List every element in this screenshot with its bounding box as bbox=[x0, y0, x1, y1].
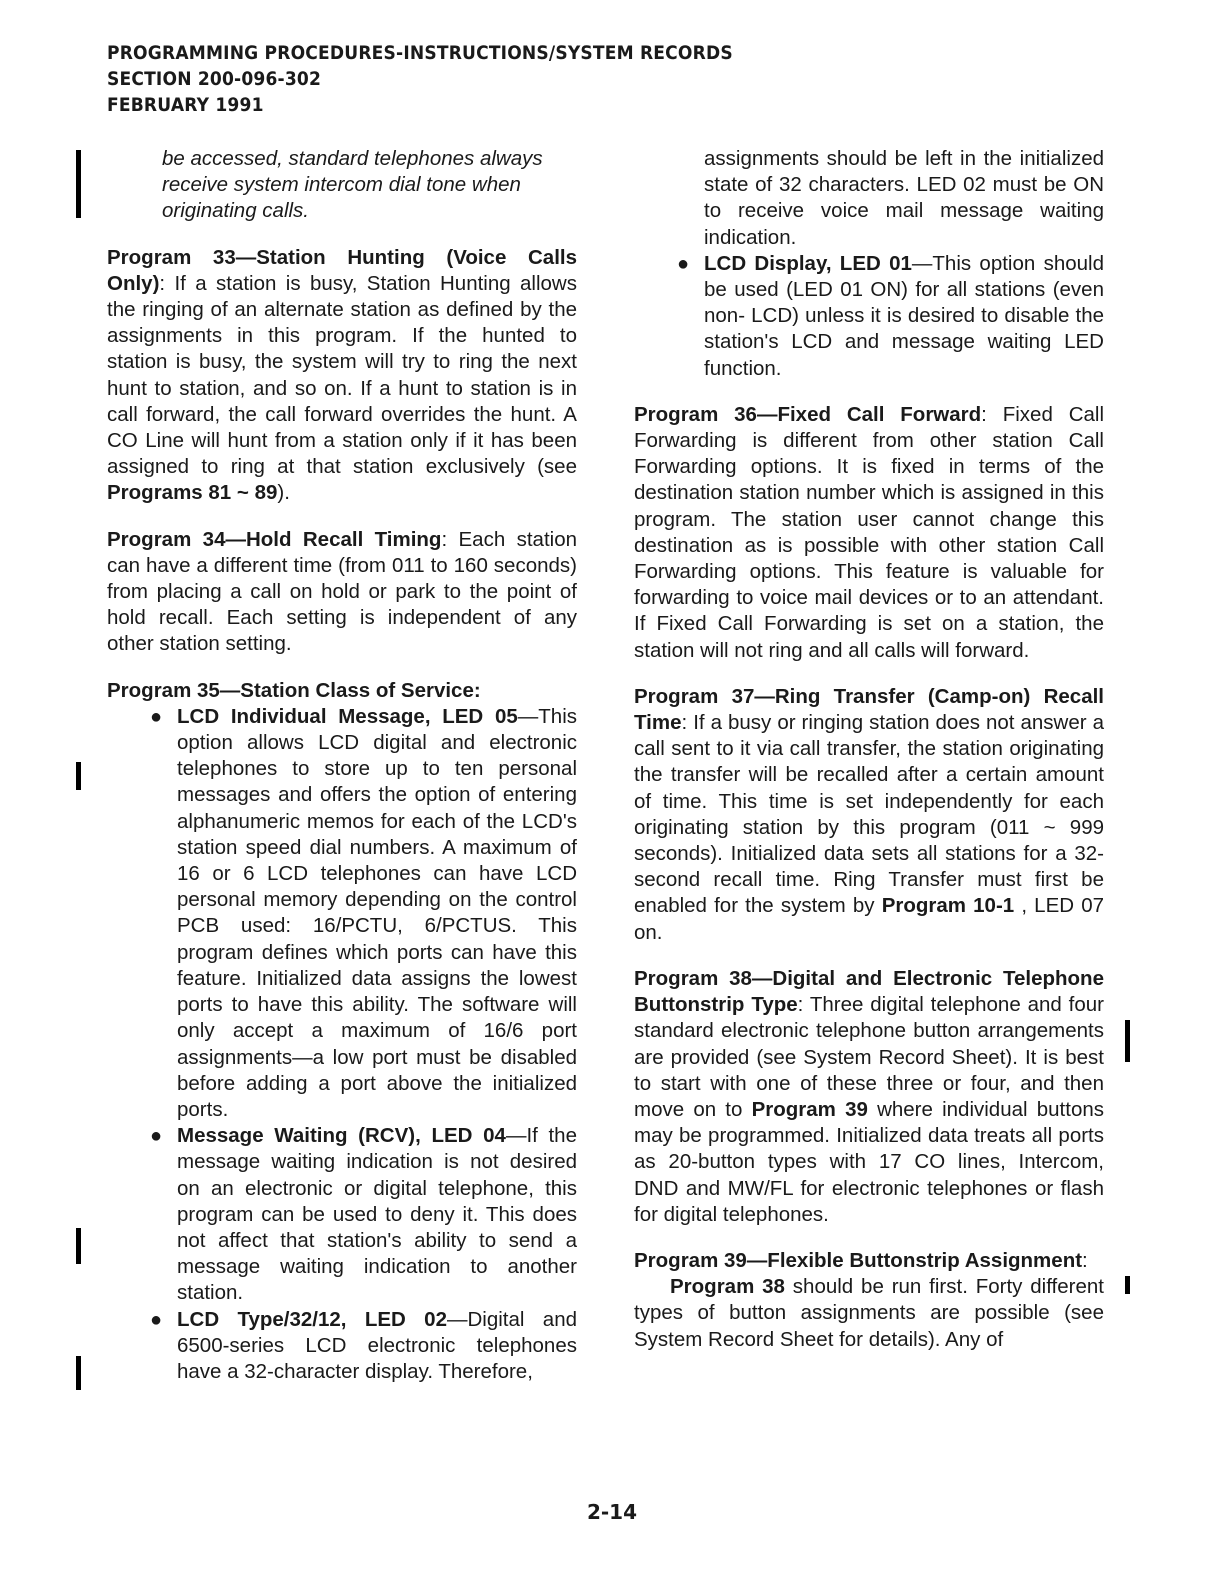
program-33-title: Program 33—Station Hunting (Voice Calls Only) bbox=[107, 245, 577, 295]
list-item bbox=[107, 1123, 577, 1306]
program-38-text: : Three digital telephone and four standard electronic telephone button arrangements are provided (see System Record Sheet). It is best to start with one of these three or four, and then move on to bbox=[634, 993, 1104, 1121]
program-37-text: : If a busy or ringing station does not answer a call sent to it via call transfer, the station originating the transfer will be recalled after a certain amount of time. This time is set independently for each originating station by this program (011 ~ 999 seconds). Initialized data sets all stations for a 32-second recall time. Ring Transfer must first be enabled for the system by bbox=[634, 711, 1104, 918]
bullet-icon: ● bbox=[150, 705, 163, 728]
option-text: —This option should be used (LED 01 ON) for all stations (even non- LCD) unless it is desired to disable the station's LCD and message waiting LED function. bbox=[704, 251, 1104, 380]
program-35-title: Program 35—Station Class of Service: bbox=[107, 678, 481, 702]
revision-bar bbox=[1125, 1276, 1130, 1294]
option-label: Message Waiting (RCV), LED 04 bbox=[177, 1124, 506, 1148]
revision-bar bbox=[1125, 1020, 1130, 1062]
page-number: 2-14 bbox=[586, 1500, 638, 1524]
program-34-title: Program 34—Hold Recall Timing bbox=[107, 527, 442, 551]
program-34-text: : Each station can have a different time (from 011 to 160 seconds) from placing a call on hold or park to the point of hold recall. Each setting is independent of any other station setting. bbox=[107, 527, 577, 656]
revision-bar bbox=[76, 1356, 81, 1390]
program-37-ref: Program 10-1 bbox=[881, 894, 1015, 918]
program-36-title: Program 36—Fixed Call Forward bbox=[634, 402, 982, 426]
program-39-text: should be run first. Forty different types of button assignments are possible (see System Record Sheet for details). Any of bbox=[634, 1275, 1104, 1351]
program-36-text: : Fixed Call Forwarding is different from other station Call Forwarding options. It is fixed in terms of the destination station number which is assigned in this program. The station user cannot change this destination as is possible with other station Call Forwarding options. This feature is valuable for forwarding to voice mail devices or to an attendant. If Fixed Call Forwarding is set on a station, the station will not ring and all calls will forward. bbox=[634, 402, 1105, 662]
bullet-icon: ● bbox=[677, 252, 690, 275]
header-title: PROGRAMMING PROCEDURES-INSTRUCTIONS/SYSTEM RECORDS bbox=[107, 42, 733, 64]
page-header bbox=[107, 40, 733, 118]
revision-bar bbox=[76, 150, 81, 218]
program-39-ref: Program 38 bbox=[670, 1275, 785, 1299]
program-35-entry bbox=[107, 678, 577, 1385]
program-39-title: Program 39—Flexible Buttonstrip Assignment bbox=[634, 1248, 1083, 1272]
program-36-entry bbox=[634, 402, 1104, 664]
program-37-tail: , LED 07 on. bbox=[634, 894, 1105, 944]
option-text: —If the message waiting indication is not desired on an electronic or digital telephone, this program can be used to deny it. This does not affect that station's ability to send a message waiting indication to another station. bbox=[177, 1124, 577, 1305]
program-35-options bbox=[107, 704, 577, 1385]
list-item bbox=[107, 704, 577, 1123]
program-38-ref: Program 39 bbox=[751, 1097, 868, 1121]
option-text: —This option allows LCD digital and electronic telephones to store up to ten personal messages and offers the option of entering alphanumeric memos for each of the LCD's station speed dial numbers. A maximum of 16 or 6 LCD telephones can have LCD personal memory depending on the control PCB used: 16/PCTU, 6/PCTUS. This program defines which ports can have this feature. Initialized data assigns the lowest ports to have this ability. The software will only accept a maximum of 16/6 port assignments—a low port must be disabled before adding a port above the initialized ports. bbox=[177, 704, 577, 1121]
program-39-colon: : bbox=[1082, 1248, 1088, 1272]
program-37-title: Program 37—Ring Transfer (Camp-on) Recall Time bbox=[634, 684, 1104, 735]
program-38-tail: where individual buttons may be programmed. Initialized data treats all ports as 20-button types with 17 CO lines, Intercom, DND and MW/FL for electronic telephones or flash for digital telephones. bbox=[634, 1097, 1104, 1226]
program-39-entry bbox=[634, 1248, 1104, 1353]
program-33-ref: Programs 81 ~ 89 bbox=[107, 481, 278, 505]
option-label: LCD Display, LED 01 bbox=[704, 251, 912, 275]
header-section: SECTION 200-096-302 bbox=[107, 68, 322, 90]
header-date: FEBRUARY 1991 bbox=[107, 94, 264, 116]
option-label: LCD Individual Message, LED 05 bbox=[177, 704, 518, 728]
revision-bar bbox=[76, 1228, 81, 1264]
program-33-text: : If a station is busy, Station Hunting allows the ringing of an alternate station as defined by the assignments in this program. If the hunted to station is busy, the system will try to ring the next hunt to station, and so on. If a hunt to station is in call forward, the call forward overrides the hunt. A CO Line will hunt from a station only if it has been assigned to ring at that station exclusively (see bbox=[107, 271, 577, 479]
program-34-entry bbox=[107, 527, 577, 658]
option-label: LCD Type/32/12, LED 02 bbox=[177, 1307, 447, 1331]
lead-paragraph: be accessed, standard telephones always receive system intercom dial tone when originating calls. bbox=[162, 147, 543, 223]
continued-paragraph: assignments should be left in the initialized state of 32 characters. LED 02 must be ON to receive voice mail message waiting indication. bbox=[704, 147, 1104, 249]
list-item bbox=[107, 1307, 577, 1386]
program-35-options-continued bbox=[634, 251, 1104, 382]
revision-bar bbox=[76, 762, 81, 790]
program-38-title: Program 38—Digital and Electronic Telephone Buttonstrip Type bbox=[634, 966, 1104, 1017]
option-text: —Digital and 6500-series LCD electronic telephones have a 32-character display. Therefore, bbox=[177, 1307, 577, 1383]
program-37-entry bbox=[634, 684, 1104, 946]
bullet-icon: ● bbox=[150, 1308, 163, 1331]
bullet-icon: ● bbox=[150, 1125, 163, 1148]
program-33-entry bbox=[107, 245, 577, 507]
program-33-tail: ). bbox=[277, 481, 290, 505]
program-38-entry bbox=[634, 966, 1104, 1228]
list-item bbox=[634, 251, 1104, 382]
left-column bbox=[107, 146, 577, 1385]
right-column bbox=[634, 146, 1104, 1373]
